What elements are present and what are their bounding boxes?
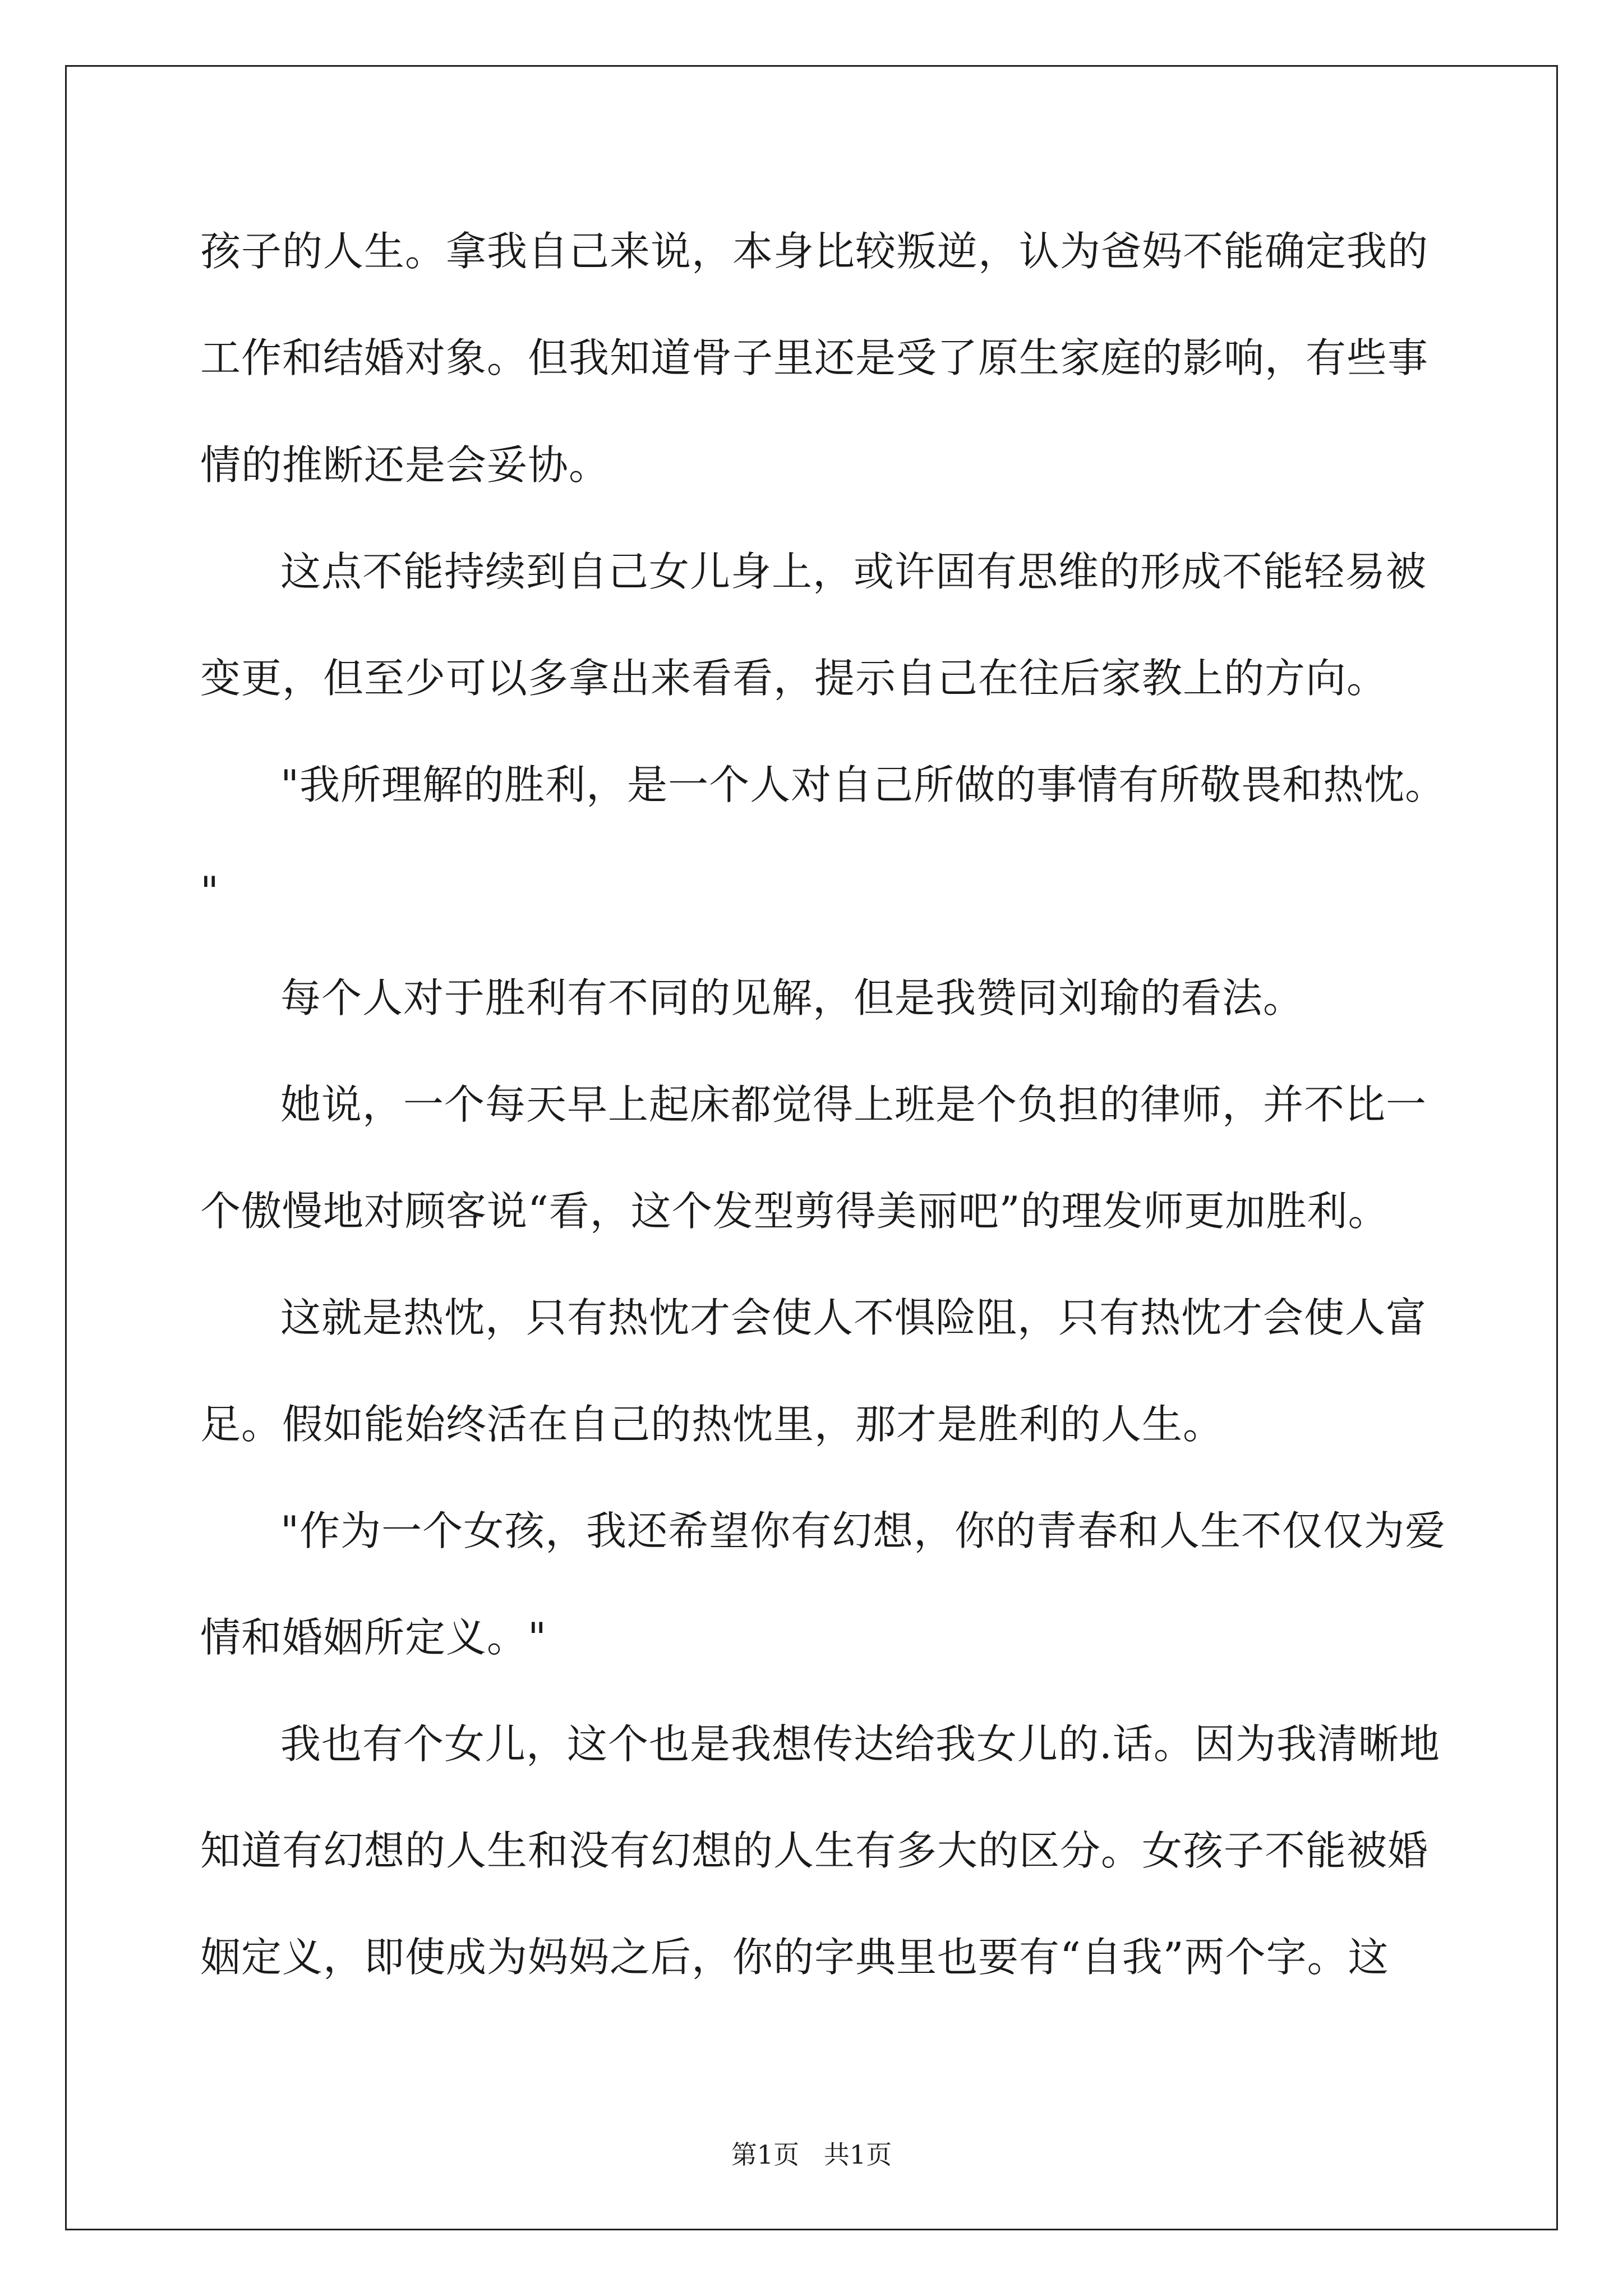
- text-line: 情和婚姻所定义。": [200, 1614, 547, 1661]
- text-line: ": [200, 868, 220, 915]
- text-line: 变更，但至少可以多拿出来看看，提示自己在往后家教上的方向。: [200, 655, 1388, 702]
- text-line: 她说，一个每天早上起床都觉得上班是个负担的律师，并不比一: [280, 1081, 1427, 1128]
- text-line: "作为一个女孩，我还希望你有幻想，你的青春和人生不仅仅为爱: [280, 1507, 1446, 1554]
- text-line: 工作和结婚对象。但我知道骨子里还是受了原生家庭的影响，有些事: [200, 334, 1429, 381]
- text-line: 这点不能持续到自己女儿身上，或许固有思维的形成不能轻易被: [280, 548, 1427, 595]
- text-line: 我也有个女儿，这个也是我想传达给我女儿的.话。因为我清晰地: [280, 1720, 1440, 1768]
- text-line: "我所理解的胜利，是一个人对自己所做的事情有所敬畏和热忱。: [280, 761, 1446, 808]
- text-line: 这就是热忱，只有热忱才会使人不惧险阻，只有热忱才会使人富: [280, 1294, 1427, 1341]
- text-line: 足。假如能始终活在自己的热忱里，那才是胜利的人生。: [200, 1401, 1224, 1448]
- page-footer: 第1页 共1页: [731, 2139, 892, 2170]
- text-line: 孩子的人生。拿我自己来说，本身比较叛逆，认为爸妈不能确定我的: [200, 228, 1429, 275]
- text-line: 个傲慢地对顾客说“看，这个发型剪得美丽吧”的理发师更加胜利。: [200, 1188, 1389, 1235]
- text-line: 知道有幻想的人生和没有幻想的人生有多大的区分。女孩子不能被婚: [200, 1827, 1429, 1874]
- text-line: 情的推断还是会妥协。: [200, 441, 610, 489]
- page-border: [65, 65, 1558, 2230]
- text-line: 每个人对于胜利有不同的见解，但是我赞同刘瑜的看法。: [280, 974, 1304, 1022]
- text-line: 姻定义，即使成为妈妈之后，你的字典里也要有“自我”两个字。这: [200, 1934, 1389, 1981]
